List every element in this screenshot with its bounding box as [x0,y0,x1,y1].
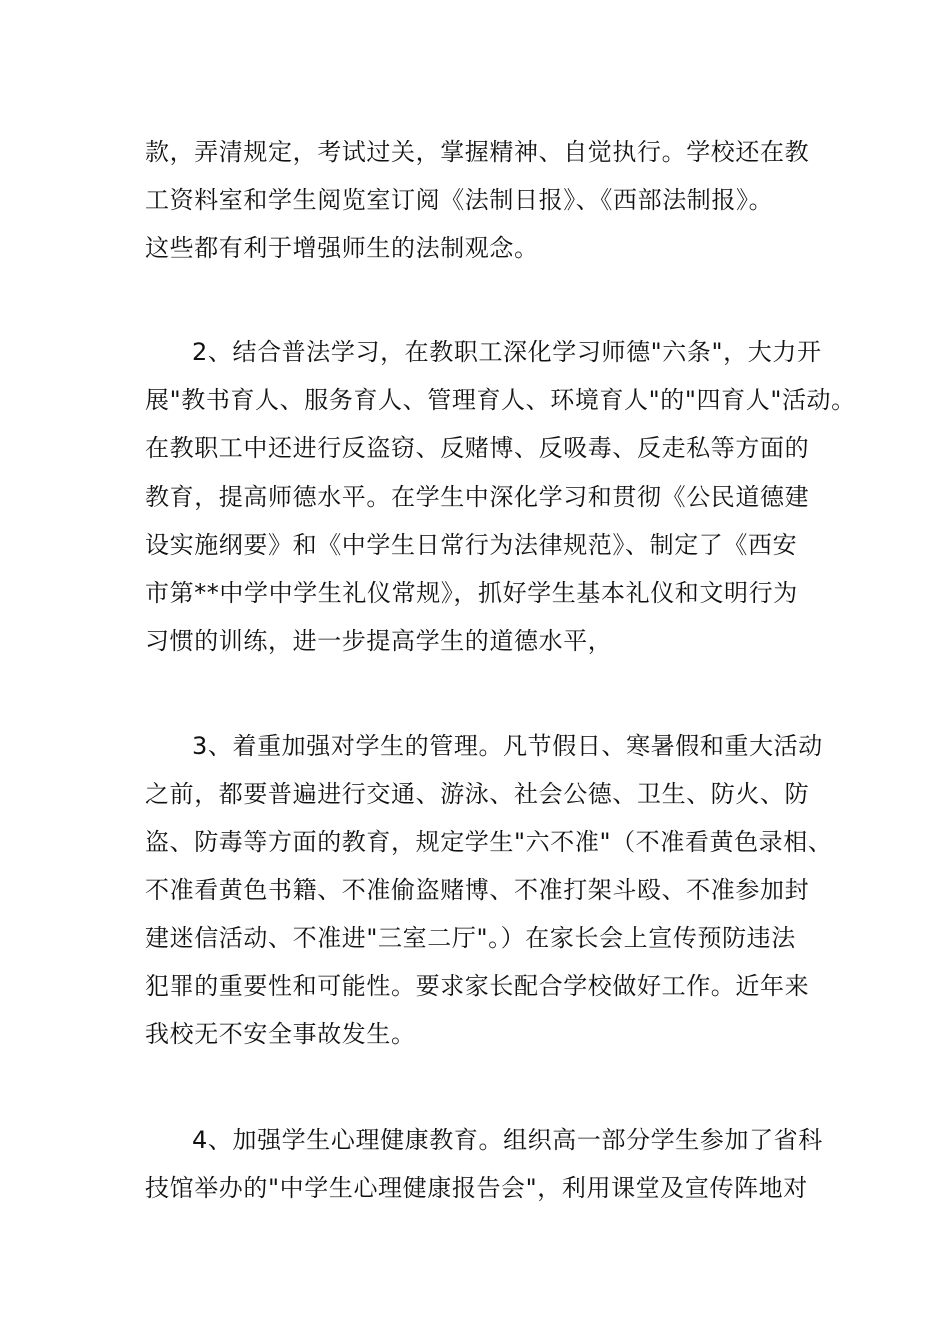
text-line: 在教职工中还进行反盗窃、反赌博、反吸毒、反走私等方面的 [145,434,810,462]
text-line: 设实施纲要》和《中学生日常行为法律规范》、制定了《西安 [145,531,798,559]
text-line: 之前，都要普遍进行交通、游泳、社会公德、卫生、防火、防 [145,780,810,808]
text-line: 工资料室和学生阅览室订阅《法制日报》、《西部法制报》。 [145,186,774,214]
text-line: 4、加强学生心理健康教育。组织高一部分学生参加了省科 [192,1126,823,1154]
text-line: 盗、防毒等方面的教育，规定学生"六不准"（不准看黄色录相、 [145,828,833,856]
text-line: 犯罪的重要性和可能性。要求家长配合学校做好工作。近年来 [145,972,810,1000]
text-line: 这些都有利于增强师生的法制观念。 [145,234,539,262]
text-line: 我校无不安全事故发生。 [145,1020,416,1048]
text-line: 技馆举办的"中学生心理健康报告会"，利用课堂及宣传阵地对 [145,1174,808,1202]
text-line: 不准看黄色书籍、不准偷盗赌博、不准打架斗殴、不准参加封 [145,876,810,904]
text-line: 习惯的训练，进一步提高学生的道德水平， [145,627,613,655]
text-line: 建迷信活动、不准进"三室二厅"。）在家长会上宣传预防违法 [145,924,796,952]
text-line: 2、结合普法学习，在教职工深化学习师德"六条"，大力开 [192,338,822,366]
text-line: 3、着重加强对学生的管理。凡节假日、寒暑假和重大活动 [192,732,823,760]
text-line: 款，弄清规定，考试过关，掌握精神、自觉执行。学校还在教 [145,138,810,166]
text-line: 展"教书育人、服务育人、管理育人、环境育人"的"四育人"活动。 [145,386,856,414]
text-line: 市第**中学中学生礼仪常规》，抓好学生基本礼仪和文明行为 [145,579,798,607]
text-line: 教育，提高师德水平。在学生中深化学习和贯彻《公民道德建 [145,483,810,511]
